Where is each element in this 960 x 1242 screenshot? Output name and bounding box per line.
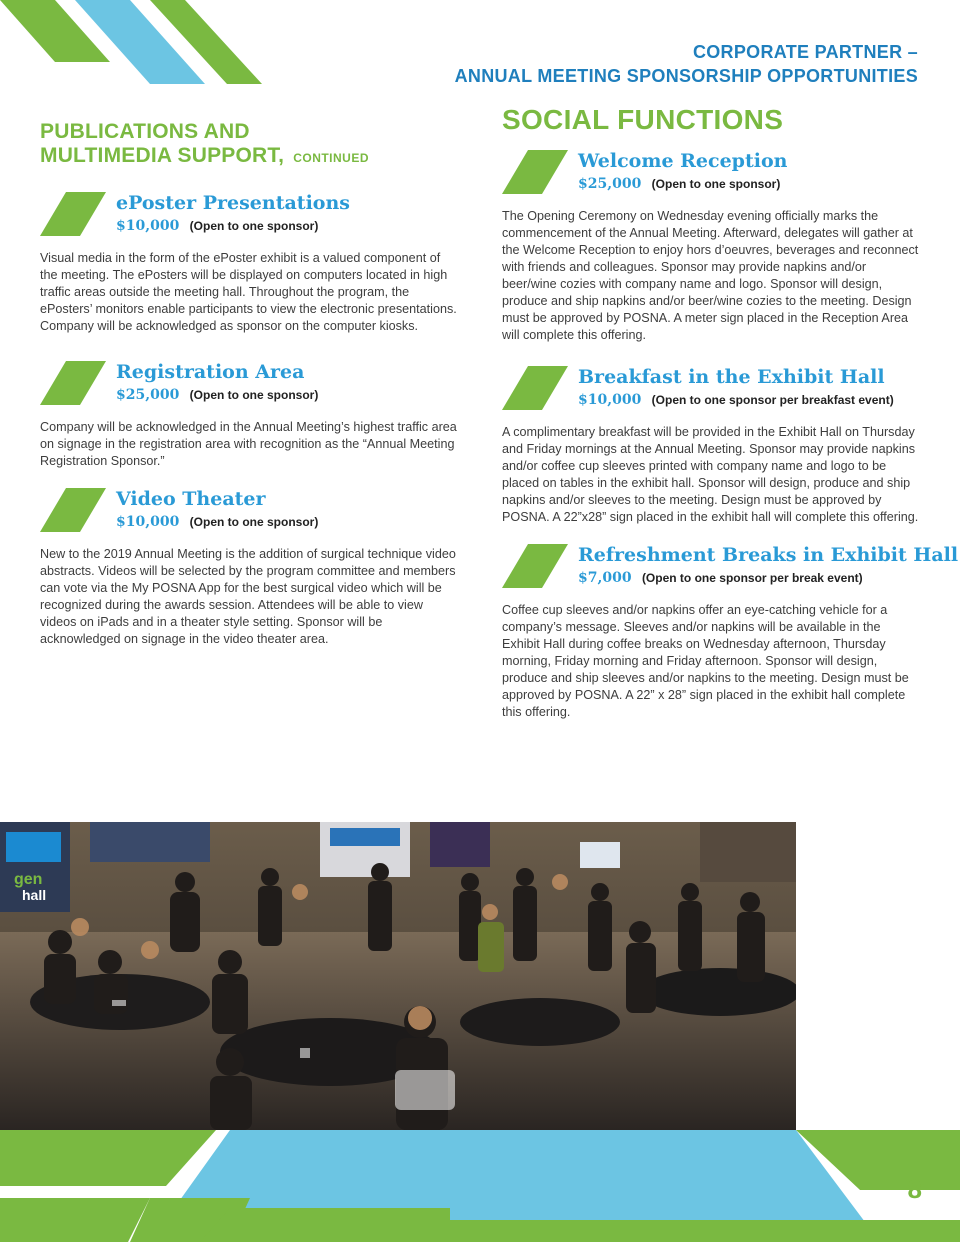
- green-slash-icon: [40, 361, 106, 405]
- item-description: Coffee cup sleeves and/or napkins offer an eye-catching vehicle for a company’s message. Sleeves and/or napkins will be available in the Exhibit Hall during coffee breaks on Wednesday afternoon, Thursday morning, Friday morning and Friday afternoon. Sponsor will design, produce and ship sleeves and/or napkins to the meeting. Design must be approved by POSNA. A 22” x 28” sign placed in the exhibit hall complete this offering.: [502, 603, 909, 719]
- item-price-row: [116, 514, 318, 530]
- item-price-row: [578, 176, 780, 192]
- item-note: (Open to one sponsor): [189, 219, 319, 233]
- right-column: [502, 104, 959, 721]
- item-breakfast-exhibit-hall: [502, 366, 920, 526]
- item-description: Company will be acknowledged in the Annual Meeting’s highest traffic area on signage in the registration area with recognition as the “Annual Meeting Registration Sponsor.”: [40, 420, 457, 468]
- item-title: Refreshment Breaks in Exhibit Hall: [578, 544, 959, 566]
- item-price: $7,000: [578, 570, 632, 586]
- publications-section-title: [40, 120, 458, 170]
- item-price: $10,000: [578, 392, 642, 408]
- item-note: (Open to one sponsor per breakfast event): [651, 393, 894, 407]
- item-description: The Opening Ceremony on Wednesday evening officially marks the commencement of the Annual Meeting. Afterward, delegates will gather at the Welcome Reception to enjoy hors d’oeuvres, beverages and reconnect with friends and colleagues. Sponsor may provide napkins and/or beer/wine cozies with company name and logo. Sponsor will design, produce and ship napkins and/or beer/wine cozies to the meeting. Design must be approved by POSNA. A meter sign placed in the Reception Area will complete this offering.: [502, 209, 919, 342]
- item-price: $25,000: [116, 387, 180, 403]
- item-price: $25,000: [578, 176, 642, 192]
- item-price-row: [116, 218, 318, 234]
- item-title: Breakfast in the Exhibit Hall: [578, 366, 885, 388]
- item-title: Welcome Reception: [578, 150, 788, 172]
- green-slash-icon: [502, 150, 568, 194]
- item-description: New to the 2019 Annual Meeting is the addition of surgical technique video abstracts. Videos will be selected by the program committee and members can vote via the My POSNA App for the best surgical video which will be recognized during the awards session. Attendees will be able to view videos on iPads and in a theater style setting. Sponsor will be acknowledged on signage in the video theater area.: [40, 547, 456, 646]
- header-line-1: CORPORATE PARTNER –: [692, 42, 918, 62]
- item-price: $10,000: [116, 218, 180, 234]
- booth-sign-text-1: gen: [14, 871, 43, 888]
- green-slash-icon: [502, 544, 568, 588]
- item-note: (Open to one sponsor): [651, 177, 781, 191]
- item-description: A complimentary breakfast will be provided in the Exhibit Hall on Thursday and Friday mornings at the Annual Meeting. Sponsor may provide napkins and/or coffee cup sleeves printed with company name and logo to be placed on tables in the exhibit hall. Sponsor will design, produce and ship napkins and/or sleeves to the meeting. Design must be approved by POSNA. A 22”x28” sign placed in the exhibit hall will complete this offering.: [502, 425, 919, 524]
- item-note: (Open to one sponsor per break event): [641, 571, 863, 585]
- left-column: [40, 120, 458, 648]
- item-price-row: [578, 392, 894, 408]
- green-slash-icon: [40, 488, 106, 532]
- item-description: Visual media in the form of the ePoster exhibit is a valued component of the meeting. The ePosters will be displayed on computers located in high traffic areas outside the meeting hall. Throughout the program, the ePosters’ monitors enable participants to view the electronic presentations. Company will be acknowledged as sponsor on the computer kiosks.: [40, 251, 457, 333]
- top-stripes-decoration: [0, 0, 270, 90]
- item-title: Registration Area: [116, 361, 305, 383]
- item-price-row: [116, 387, 318, 403]
- item-note: (Open to one sponsor): [189, 388, 319, 402]
- exhibit-hall-photo: [0, 822, 796, 1130]
- exhibit-hall-crowd-illustration: [0, 822, 796, 1130]
- item-registration-area: [40, 361, 458, 470]
- item-refreshment-breaks: [502, 544, 959, 721]
- page-header: [455, 40, 918, 88]
- bottom-band-decoration: [0, 1130, 960, 1242]
- item-eposter: [40, 192, 458, 335]
- booth-sign-text-2: hall: [22, 887, 47, 903]
- social-functions-title: SOCIAL FUNCTIONS: [502, 104, 784, 135]
- item-title: ePoster Presentations: [116, 192, 350, 214]
- section-title-suffix: CONTINUED: [293, 151, 370, 165]
- item-video-theater: [40, 488, 458, 648]
- section-title-line-2: MULTIMEDIA SUPPORT,: [40, 144, 285, 167]
- green-slash-icon: [40, 192, 106, 236]
- item-note: (Open to one sponsor): [189, 515, 319, 529]
- item-welcome-reception: [502, 150, 920, 344]
- item-price-row: [578, 570, 863, 586]
- item-title: Video Theater: [116, 488, 266, 510]
- header-line-2: ANNUAL MEETING SPONSORSHIP OPPORTUNITIES: [454, 66, 918, 86]
- item-price: $10,000: [116, 514, 180, 530]
- green-slash-icon: [502, 366, 568, 410]
- page-number: 8: [907, 1174, 922, 1204]
- section-title-line-1: PUBLICATIONS AND: [40, 120, 250, 143]
